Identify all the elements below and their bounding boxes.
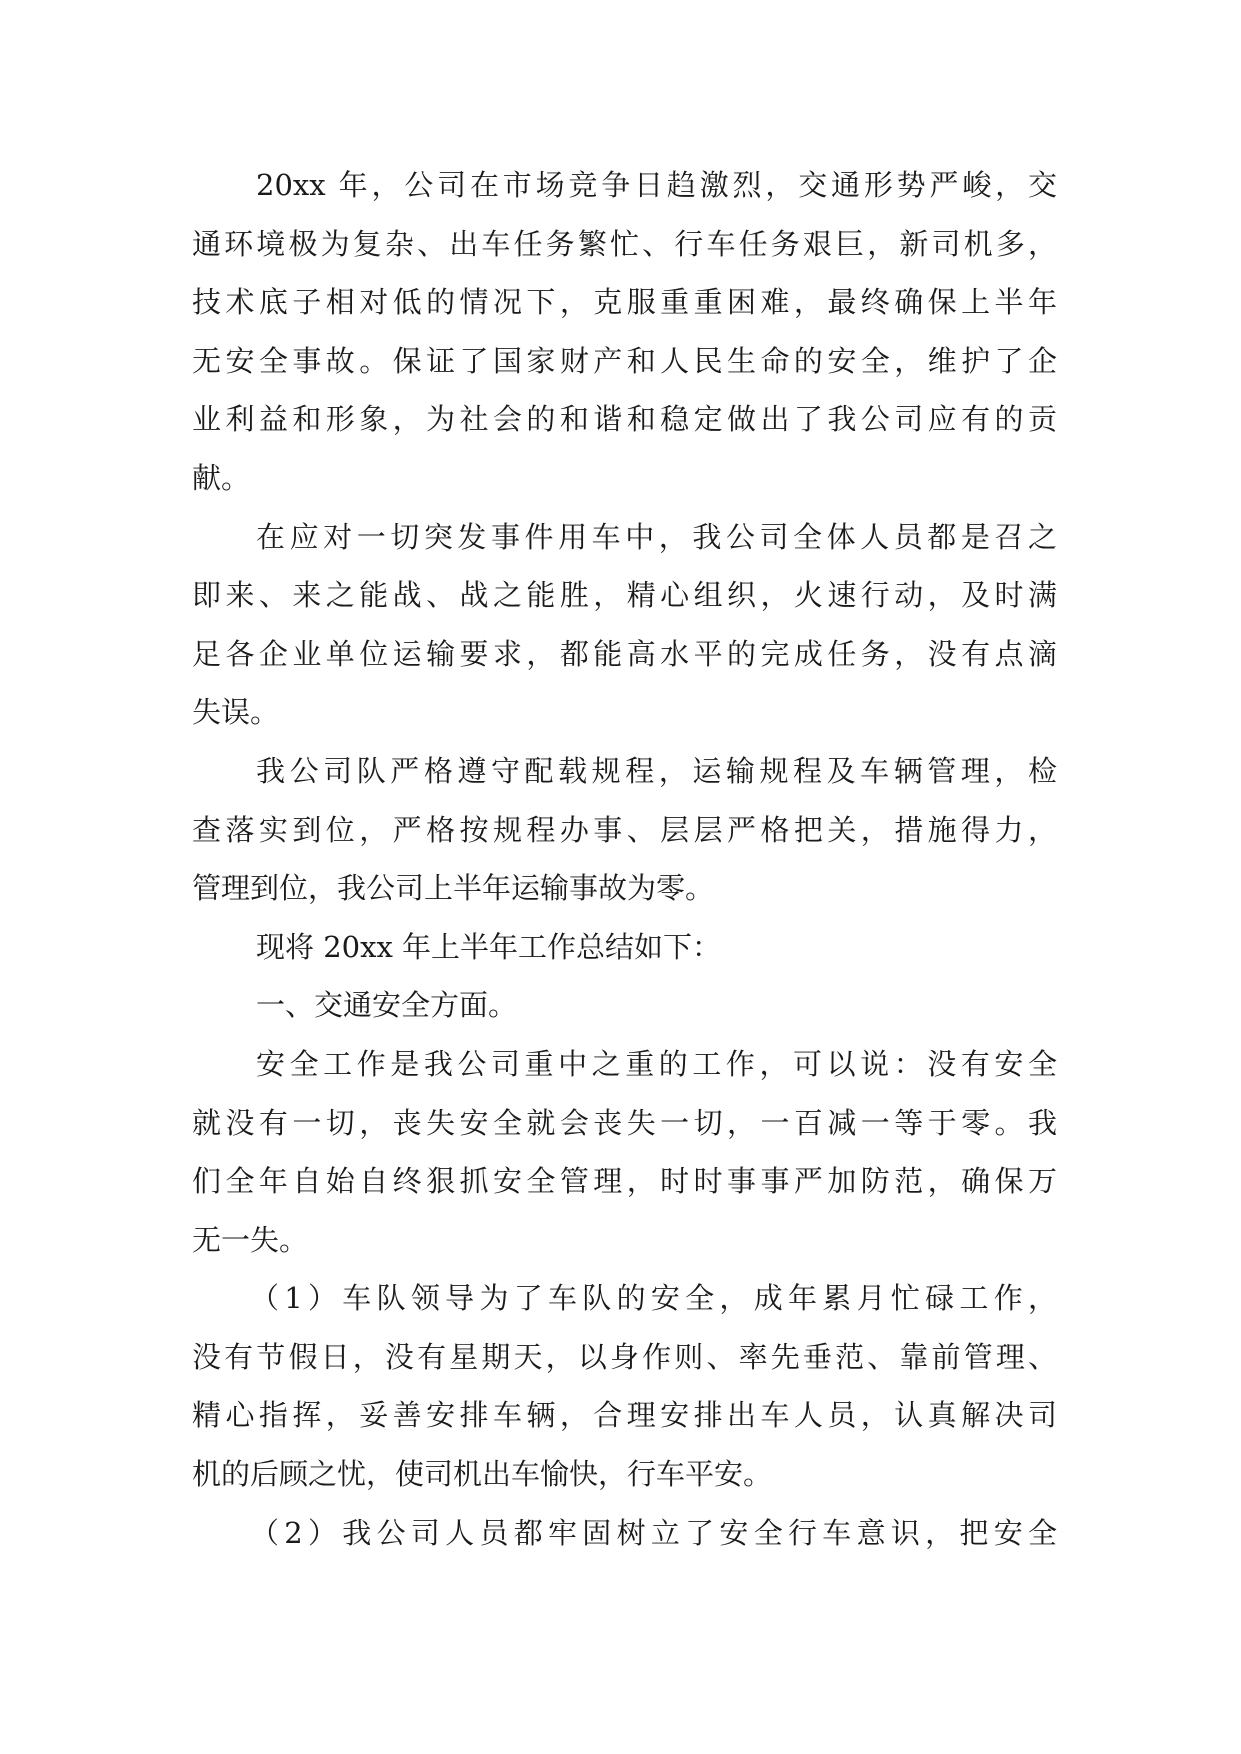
- paragraph-2-line-4: 失误。: [192, 695, 280, 730]
- paragraph-1-line-3: 技术底子相对低的情况下，克服重重困难，最终确保上半年: [192, 285, 1057, 320]
- paragraph-1-line-4: 无安全事故。保证了国家财产和人民生命的安全，维护了企: [192, 343, 1057, 378]
- paragraph-3-line-1: 我公司队严格遵守配载规程，运输规程及车辆管理，检: [256, 753, 1057, 788]
- paragraph-3-line-3: 管理到位，我公司上半年运输事故为零。: [192, 871, 715, 906]
- paragraph-6-line-3: 们全年自始自终狠抓安全管理，时时事事严加防范，确保万: [192, 1164, 1057, 1199]
- item-1-line-4: 机的后顾之忧，使司机出车愉快，行车平安。: [192, 1457, 773, 1492]
- paragraph-1-line-6: 献。: [192, 460, 251, 495]
- item-2-line-1: （2）我公司人员都牢固树立了安全行车意识，把安全: [250, 1515, 1057, 1550]
- document-body: [192, 156, 1057, 1562]
- item-1-line-3: 精心指挥，妥善安排车辆，合理安排出车人员，认真解决司: [192, 1398, 1057, 1433]
- paragraph-1-line-1: 20xx 年，公司在市场竞争日趋激烈，交通形势严峻，交: [256, 168, 1057, 202]
- paragraph-1-line-2: 通环境极为复杂、出车任务繁忙、行车任务艰巨，新司机多，: [192, 226, 1057, 261]
- paragraph-2-line-3: 足各企业单位运输要求，都能高水平的完成任务，没有点滴: [192, 636, 1057, 671]
- paragraph-6-line-1: 安全工作是我公司重中之重的工作，可以说：没有安全: [256, 1046, 1057, 1081]
- section-heading: 一、交通安全方面。: [256, 988, 518, 1023]
- item-1-line-1: （1）车队领导为了车队的安全，成年累月忙碌工作，: [250, 1281, 1057, 1316]
- paragraph-4-line-1: 现将 20xx 年上半年工作总结如下：: [256, 929, 722, 964]
- paragraph-1-line-5: 业利益和形象，为社会的和谐和稳定做出了我公司应有的贡: [192, 402, 1057, 437]
- paragraph-3-line-2: 查落实到位，严格按规程办事、层层严格把关，措施得力，: [192, 812, 1057, 847]
- paragraph-6-line-2: 就没有一切，丧失安全就会丧失一切，一百减一等于零。我: [192, 1105, 1057, 1140]
- item-1-line-2: 没有节假日，没有星期天，以身作则、率先垂范、靠前管理、: [192, 1339, 1057, 1374]
- paragraph-2-line-1: 在应对一切突发事件用车中，我公司全体人员都是召之: [256, 519, 1057, 554]
- paragraph-6-line-4: 无一失。: [192, 1222, 309, 1257]
- paragraph-2-line-2: 即来、来之能战、战之能胜，精心组织，火速行动，及时满: [192, 578, 1057, 613]
